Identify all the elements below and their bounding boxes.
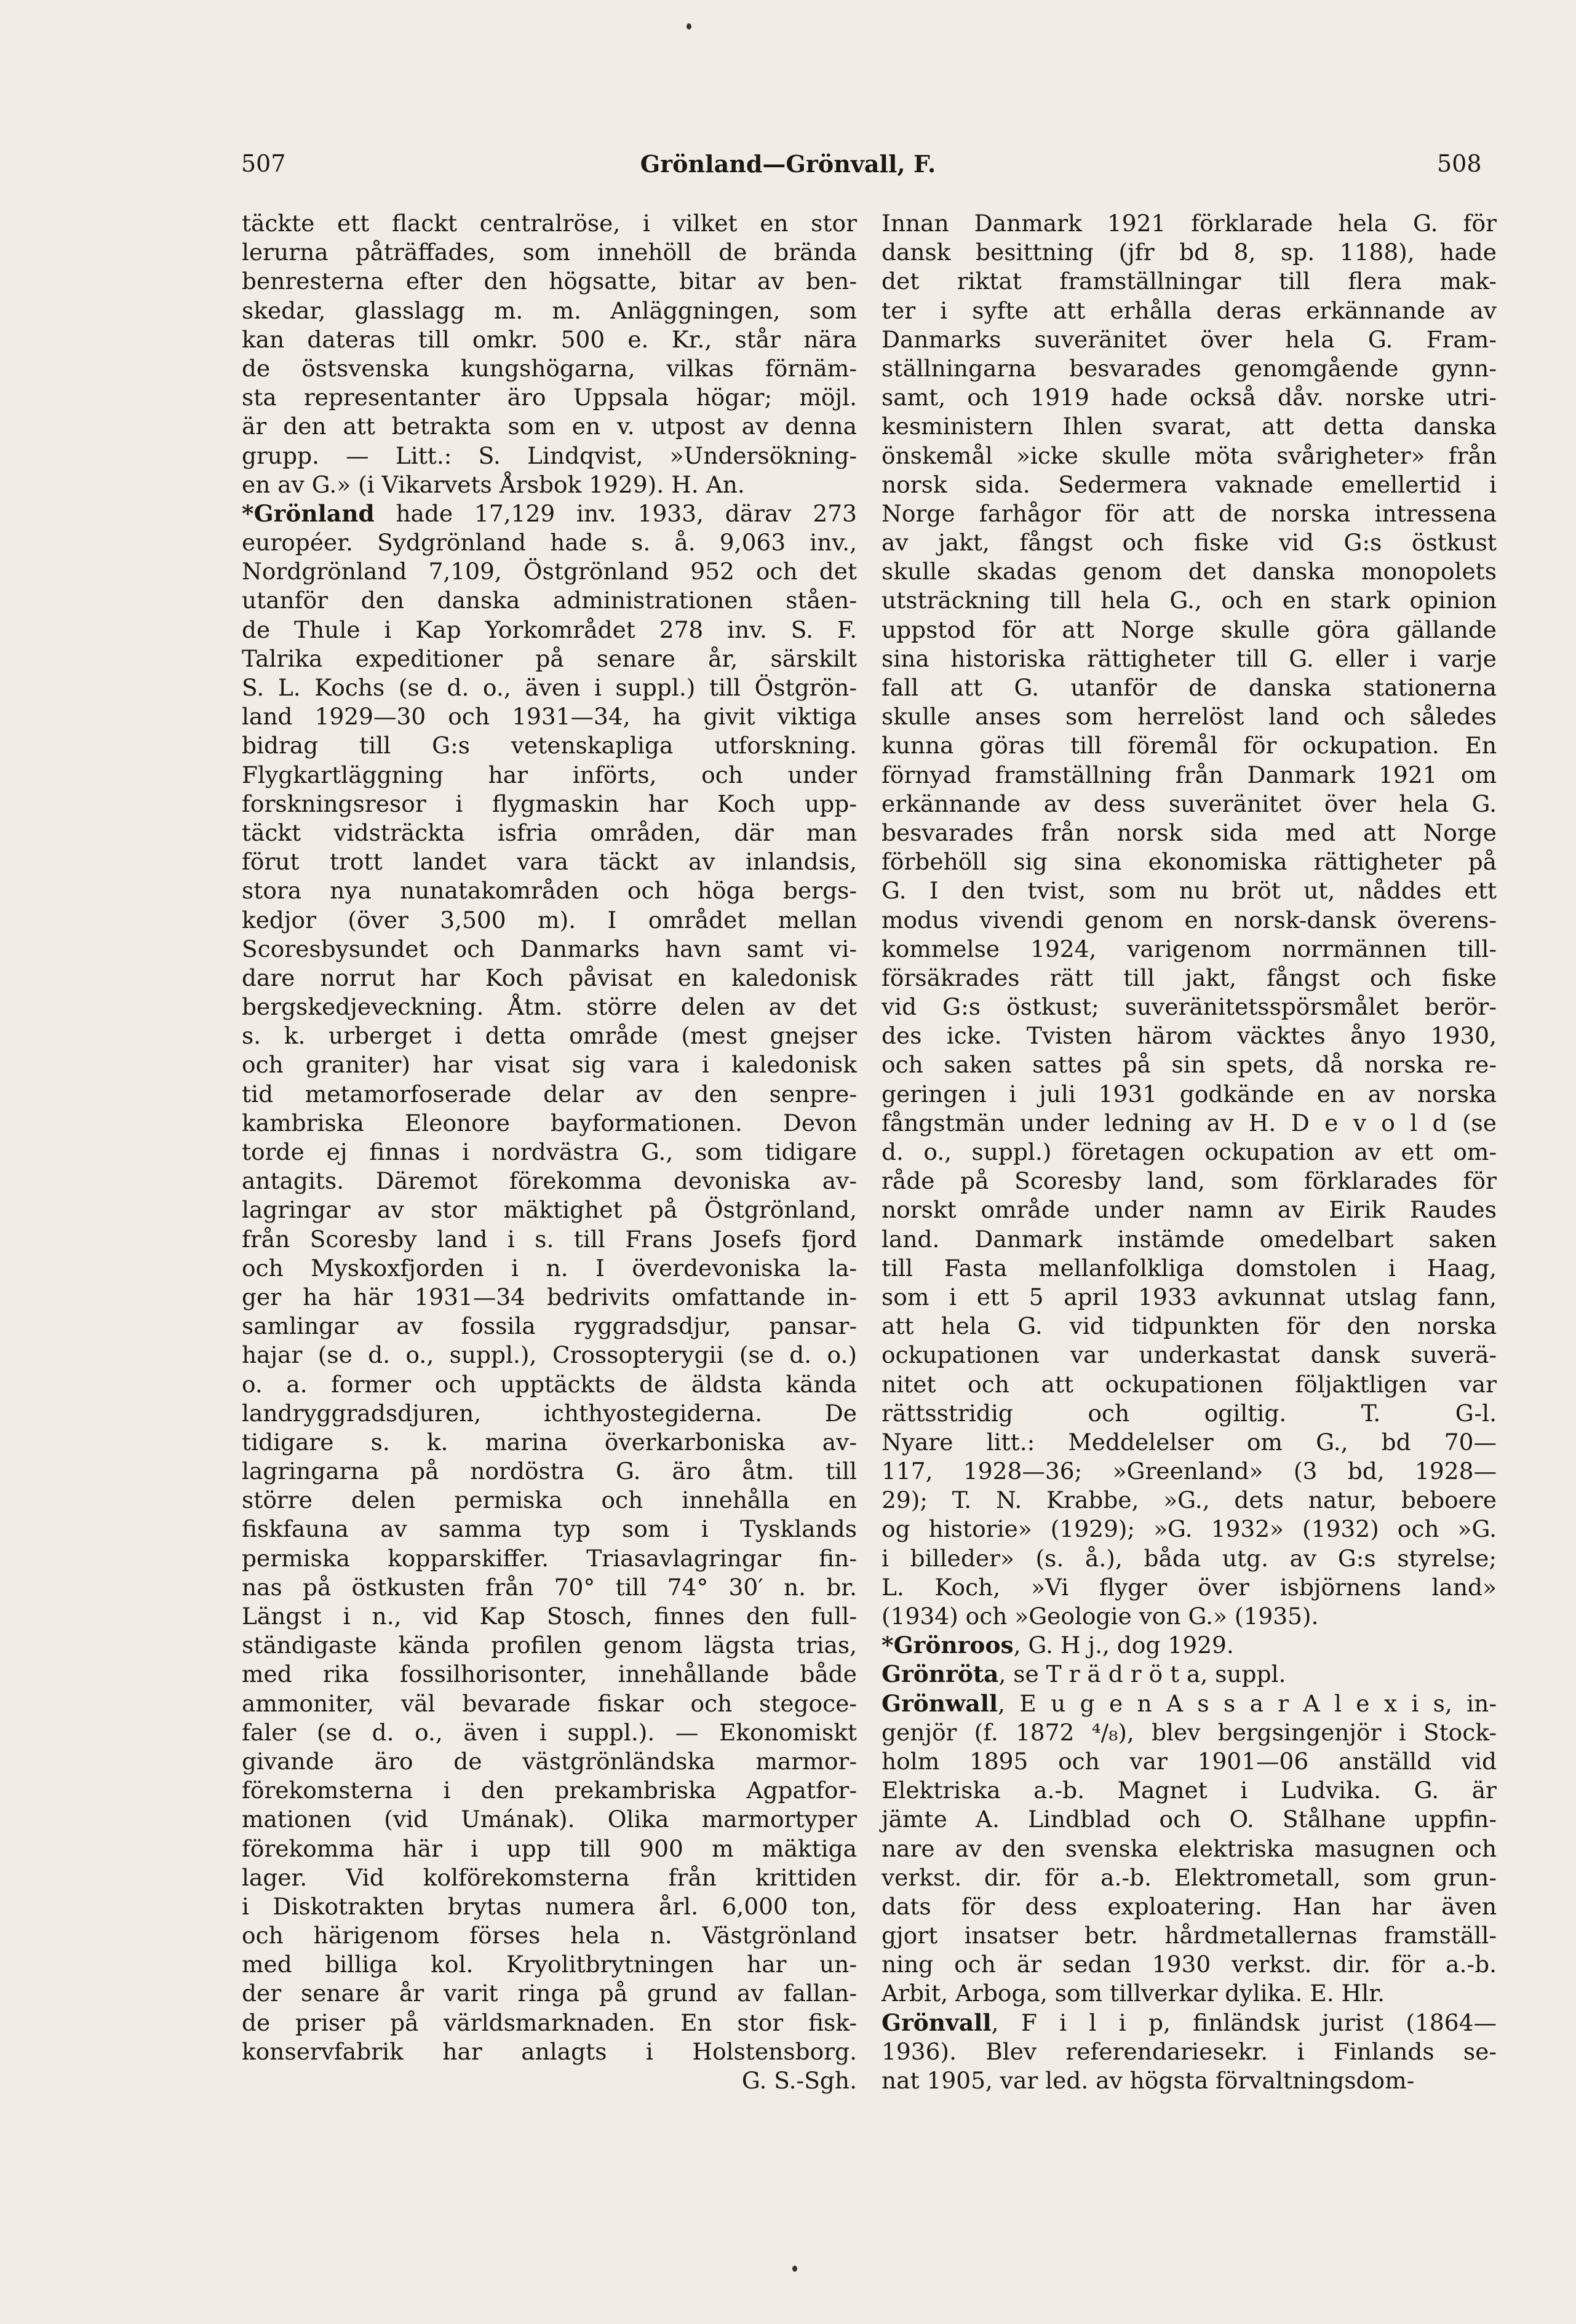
- text-line: som i ett 5 april 1933 avkunnat utslag fann,: [882, 1283, 1497, 1311]
- text-line: permiska kopparskiffer. Triasavlagringar fin-: [242, 1544, 857, 1572]
- text-line: råde på Scoresby land, som förklarades för: [882, 1167, 1497, 1195]
- text-line: dare norrut har Koch påvisat en kaledonisk: [242, 964, 857, 991]
- text-line: S. L. Kochs (se d. o., även i suppl.) till Östgrön-: [242, 674, 857, 701]
- text-line: ter i syfte att erhålla deras erkännande av: [882, 296, 1497, 324]
- text-line: Danmarks suveränitet över hela G. Fram-: [882, 325, 1497, 353]
- text-line: dats för dess exploatering. Han har även: [882, 1892, 1497, 1920]
- text-line: försäkrades rätt till jakt, fångst och fiske: [882, 964, 1497, 991]
- text-line: ockupationen var underkastat dansk suverä-: [882, 1341, 1497, 1369]
- text-line: de Thule i Kap Yorkområdet 278 inv. S. F.: [242, 616, 857, 643]
- text-line: Nordgrönland 7,109, Östgrönland 952 och det: [242, 558, 857, 585]
- left-column: [242, 209, 857, 2095]
- text-line: fall att G. utanför de danska stationerna: [882, 674, 1497, 701]
- text-line: jämte A. Lindblad och O. Stålhane uppfin-: [882, 1806, 1497, 1833]
- text-line: ning och är sedan 1930 verkst. dir. för a.-b.: [882, 1951, 1497, 1978]
- text-line: skulle anses som herrelöst land och således: [882, 703, 1497, 731]
- text-line: Grönwall, E u g e n A s s a r A l e x i s, in-: [882, 1689, 1497, 1717]
- text-line: Nyare litt.: Meddelelser om G., bd 70—: [882, 1428, 1497, 1456]
- text-line: från Scoresby land i s. till Frans Josefs fjord: [242, 1225, 857, 1253]
- text-line: européer. Sydgrönland hade s. å. 9,063 inv.,: [242, 529, 857, 557]
- text-line: nat 1905, var led. av högsta förvaltningsdom-: [882, 2067, 1415, 2094]
- text-line: förbehöll sig sina ekonomiska rättigheter på: [882, 848, 1497, 876]
- text-line: önskemål »icke skulle möta svårigheter» från: [882, 442, 1497, 469]
- page-number-left: 507: [241, 150, 286, 177]
- bottom-ink-mark: [792, 2266, 797, 2272]
- text-line: verkst. dir. för a.-b. Elektrometall, som grun-: [882, 1863, 1497, 1891]
- right-column: [882, 209, 1497, 2095]
- text-line: förekomsterna i den prekambriska Agpatfor-: [242, 1777, 857, 1804]
- text-line: ammoniter, väl bevarade fiskar och stegoce-: [242, 1689, 857, 1717]
- text-line: Arbit, Arboga, som tillverkar dylika. E. Hlr.: [882, 1980, 1385, 2007]
- text-line: mationen (vid Umának). Olika marmortyper: [242, 1806, 857, 1833]
- text-line: besvarades från norsk sida med att Norge: [882, 819, 1497, 846]
- text-line: land. Danmark instämde omedelbart saken: [882, 1225, 1497, 1253]
- text-line: förnyad framställning från Danmark 1921 om: [882, 761, 1497, 788]
- text-line: G. S.-Sgh.: [741, 2067, 857, 2094]
- text-line: rättsstridig och ogiltig. T. G-l.: [882, 1399, 1497, 1427]
- text-line: täckte ett flackt centralröse, i vilket en stor: [242, 210, 857, 237]
- text-line: antagits. Däremot förekomma devoniska av-: [242, 1167, 857, 1195]
- text-line: genjör (f. 1872 ⁴/₈), blev bergsingenjör i Stock-: [882, 1718, 1497, 1746]
- text-line: skulle skadas genom det danska monopolets: [882, 558, 1497, 585]
- text-line: tid metamorfoserade delar av den senpre-: [242, 1080, 857, 1108]
- text-line: (1934) och »Geologie von G.» (1935).: [882, 1603, 1319, 1630]
- text-line: forskningsresor i flygmaskin har Koch upp-: [242, 790, 857, 817]
- text-line: utanför den danska administrationen ståen-: [242, 587, 857, 614]
- text-line: stora nya nunatakområden och höga bergs-: [242, 877, 857, 905]
- text-line: Grönröta, se T r ä d r ö t a, suppl.: [882, 1660, 1286, 1688]
- text-line: bergskedjeveckning. Åtm. större delen av det: [242, 993, 857, 1021]
- text-line: till Fasta mellanfolkliga domstolen i Haag,: [882, 1254, 1497, 1282]
- text-line: Grönvall, F i l i p, finländsk jurist (1864—: [882, 2009, 1497, 2036]
- text-line: vid G:s östkust; suveränitetsspörsmålet berör-: [882, 993, 1497, 1021]
- text-line: erkännande av dess suveränitet över hela G.: [882, 790, 1497, 817]
- text-line: skedar, glasslagg m. m. Anläggningen, som: [242, 296, 857, 324]
- text-line: förut trott landet vara täckt av inlandsis,: [242, 848, 857, 876]
- text-line: 29); T. N. Krabbe, »G., dets natur, beboere: [882, 1486, 1497, 1514]
- text-line: hajar (se d. o., suppl.), Crossopterygii (se d. o.): [242, 1341, 857, 1369]
- text-line: norskt område under namn av Eirik Raudes: [882, 1196, 1497, 1224]
- text-line: grupp. — Litt.: S. Lindqvist, »Undersökning-: [242, 442, 857, 469]
- text-line: det riktat framställningar till flera mak-: [882, 268, 1497, 295]
- text-line: ställningarna besvarades genomgående gynn-: [882, 354, 1497, 382]
- text-line: geringen i juli 1931 godkände en av norska: [882, 1080, 1497, 1108]
- text-line: samlingar av fossila ryggradsdjur, pansar-: [242, 1312, 857, 1340]
- text-line: täckt vidsträckta isfria områden, där man: [242, 819, 857, 846]
- text-line: faler (se d. o., även i suppl.). — Ekonomiskt: [242, 1718, 857, 1746]
- text-line: och Myskoxfjorden i n. I överdevoniska la-: [242, 1254, 857, 1282]
- text-line: med rika fossilhorisonter, innehållande både: [242, 1660, 857, 1688]
- text-line: lagringarna på nordöstra G. äro åtm. till: [242, 1457, 857, 1485]
- text-line: Elektriska a.-b. Magnet i Ludvika. G. är: [882, 1777, 1497, 1804]
- text-line: de östsvenska kungshögarna, vilkas förnäm-: [242, 354, 857, 382]
- text-line: og historie» (1929); »G. 1932» (1932) och »G.: [882, 1515, 1497, 1543]
- text-line: d. o., suppl.) företagen ockupation av ett om-: [882, 1138, 1497, 1165]
- text-line: 1936). Blev referendariesekr. i Finlands se-: [882, 2037, 1497, 2065]
- text-line: Flygkartläggning har införts, och under: [242, 761, 857, 788]
- text-line: s. k. urberget i detta område (mest gnejser: [242, 1022, 857, 1050]
- text-line: givande äro de västgrönländska marmor-: [242, 1747, 857, 1775]
- text-line: fiskfauna av samma typ som i Tysklands: [242, 1515, 857, 1543]
- text-line: i billeder» (s. å.), båda utg. av G:s styrelse;: [882, 1544, 1497, 1572]
- text-line: kambriska Eleonore bayformationen. Devon: [242, 1109, 857, 1136]
- page-number-right: 508: [1437, 150, 1482, 177]
- text-line: lerurna påträffades, som innehöll de brända: [242, 239, 857, 266]
- text-line: 117, 1928—36; »Greenland» (3 bd, 1928—: [882, 1457, 1497, 1485]
- text-line: nare av den svenska elektriska masugnen och: [882, 1834, 1497, 1862]
- top-ink-mark: [687, 23, 691, 30]
- text-line: o. a. former och upptäckts de äldsta kända: [242, 1370, 857, 1398]
- text-line: ständigaste kända profilen genom lägsta trias,: [242, 1632, 857, 1659]
- text-line: förekomma här i upp till 900 m mäktiga: [242, 1834, 857, 1862]
- page-header: [0, 150, 1576, 187]
- text-line: kommelse 1924, varigenom norrmännen till-: [882, 935, 1497, 962]
- text-line: ger ha här 1931—34 bedrivits omfattande in-: [242, 1283, 857, 1311]
- text-line: större delen permiska och innehålla en: [242, 1486, 857, 1514]
- text-line: kan dateras till omkr. 500 e. Kr., står nära: [242, 325, 857, 353]
- text-line: land 1929—30 och 1931—34, ha givit viktiga: [242, 703, 857, 731]
- text-line: är den att betrakta som en v. utpost av denna: [242, 413, 857, 440]
- text-line: holm 1895 och var 1901—06 anställd vid: [882, 1747, 1497, 1775]
- text-line: nas på östkusten från 70° till 74° 30′ n. br.: [242, 1573, 857, 1601]
- text-line: lager. Vid kolförekomsterna från krittiden: [242, 1863, 857, 1891]
- text-line: sina historiska rättigheter till G. eller i varje: [882, 644, 1497, 672]
- running-head: Grönland—Grönvall, F.: [640, 150, 936, 178]
- text-line: konservfabrik har anlagts i Holstensborg.: [242, 2037, 857, 2065]
- text-line: samt, och 1919 hade också dåv. norske utri-: [882, 384, 1497, 411]
- text-line: L. Koch, »Vi flyger över isbjörnens land»: [882, 1573, 1497, 1601]
- text-line: *Grönroos, G. H j., dog 1929.: [882, 1632, 1234, 1659]
- text-line: benresterna efter den högsatte, bitar av ben-: [242, 268, 857, 295]
- text-line: kesministern Ihlen svarat, att detta danska: [882, 413, 1497, 440]
- text-line: landryggradsdjuren, ichthyostegiderna. De: [242, 1399, 857, 1427]
- text-line: des icke. Tvisten härom väcktes ånyo 1930,: [882, 1022, 1497, 1050]
- text-line: och saken sattes på sin spets, då norska re-: [882, 1051, 1497, 1079]
- text-line: fångstmän under ledning av H. D e v o l d (se: [882, 1109, 1497, 1136]
- text-line: sta representanter äro Uppsala högar; möjl.: [242, 384, 857, 411]
- text-line: av jakt, fångst och fiske vid G:s östkust: [882, 529, 1497, 557]
- text-line: *Grönland hade 17,129 inv. 1933, därav 273: [242, 499, 857, 527]
- text-line: och graniter) har visat sig vara i kaledonisk: [242, 1051, 857, 1079]
- text-line: Längst i n., vid Kap Stosch, finnes den full-: [242, 1603, 857, 1630]
- text-line: modus vivendi genom en norsk-dansk överens-: [882, 906, 1497, 934]
- text-line: der senare år varit ringa på grund av fallan-: [242, 1980, 857, 2007]
- text-line: utsträckning till hela G., och en stark opinion: [882, 587, 1497, 614]
- text-line: kedjor (över 3,500 m). I området mellan: [242, 906, 857, 934]
- text-line: att hela G. vid tidpunkten för den norska: [882, 1312, 1497, 1340]
- text-line: lagringar av stor mäktighet på Östgrönland,: [242, 1196, 857, 1224]
- text-line: gjort insatser betr. hårdmetallernas framställ-: [882, 1922, 1497, 1949]
- text-line: i Diskotrakten brytas numera årl. 6,000 ton,: [242, 1892, 857, 1920]
- text-line: bidrag till G:s vetenskapliga utforskning.: [242, 732, 857, 759]
- text-line: G. I den tvist, som nu bröt ut, nåddes ett: [882, 877, 1497, 905]
- text-line: kunna göras till föremål för ockupation. En: [882, 732, 1497, 759]
- text-line: Norge farhågor för att de norska intressena: [882, 499, 1497, 527]
- text-line: tidigare s. k. marina överkarboniska av-: [242, 1428, 857, 1456]
- text-line: och härigenom förses hela n. Västgrönland: [242, 1922, 857, 1949]
- text-line: med billiga kol. Kryolitbrytningen har un-: [242, 1951, 857, 1978]
- text-line: torde ej finnas i nordvästra G., som tidigare: [242, 1138, 857, 1165]
- text-line: de priser på världsmarknaden. En stor fisk-: [242, 2009, 857, 2036]
- text-line: Scoresbysundet och Danmarks havn samt vi-: [242, 935, 857, 962]
- text-line: Talrika expeditioner på senare år, särskilt: [242, 644, 857, 672]
- text-line: en av G.» (i Vikarvets Årsbok 1929). H. An.: [242, 470, 745, 498]
- text-line: norsk sida. Sedermera vaknade emellertid i: [882, 470, 1497, 498]
- text-line: uppstod för att Norge skulle göra gällande: [882, 616, 1497, 643]
- text-line: nitet och att ockupationen följaktligen var: [882, 1370, 1497, 1398]
- text-line: dansk besittning (jfr bd 8, sp. 1188), hade: [882, 239, 1497, 266]
- text-line: Innan Danmark 1921 förklarade hela G. för: [882, 210, 1497, 237]
